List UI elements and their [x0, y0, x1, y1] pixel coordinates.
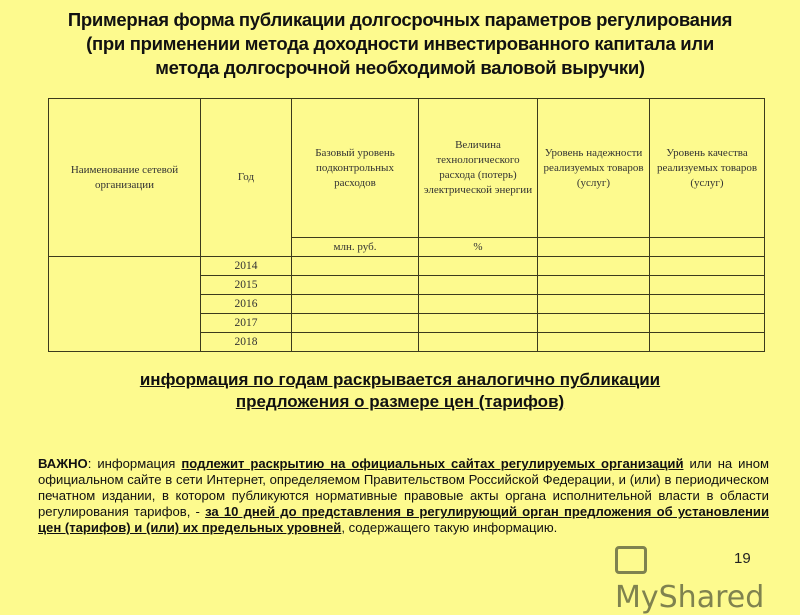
- header-tech-losses: Величина технологического расхода (потерь) электрической энергии: [419, 99, 538, 238]
- title-line-1: Примерная форма публикации долгосрочных параметров регулирования: [67, 9, 733, 30]
- page-number: 19: [734, 550, 751, 567]
- yearly-info-note: [0, 369, 800, 413]
- year-cell: 2017: [201, 314, 292, 333]
- note-line-1: информация по годам раскрывается аналогично публикации: [139, 370, 661, 389]
- table-header-row: [49, 99, 765, 238]
- watermark: MyShared: [615, 545, 800, 615]
- header-org-name: Наименование сетевой организации: [49, 99, 201, 257]
- deadline-requirement: за 10 дней до представления в регулирующий орган предложения об установлении цен (тарифов) и (или) их предельных уровней: [38, 504, 769, 536]
- myshared-logo-icon: [615, 546, 647, 574]
- year-cell: 2016: [201, 295, 292, 314]
- unit-reliability: [538, 238, 650, 257]
- year-cell: 2018: [201, 333, 292, 352]
- org-name-cell: [49, 257, 201, 352]
- important-label: ВАЖНО: [38, 456, 88, 471]
- title-line-3: метода долгосрочной необходимой валовой выручки): [155, 57, 645, 78]
- regulation-parameters-table: [48, 98, 765, 352]
- unit-quality: [650, 238, 765, 257]
- header-reliability: Уровень надежности реализуемых товаров (услуг): [538, 99, 650, 238]
- important-paragraph: ВАЖНО: информация подлежит раскрытию на официальных сайтах регулируемых организаций или на ином официальном сайте в сети Интернет, определяемом Правительством Российской Федерации, и (или) в периодическом печатном издании, в котором публикуются нормативные правовые акты органа исполнительной власти в области регулирования тарифов, - за 10 дней до представления в регулирующий орган предложения об установлении цен (тарифов) и (или) их предельных уровней, содержащего такую информацию.: [38, 456, 769, 536]
- header-year: Год: [201, 99, 292, 257]
- note-line-2: предложения о размере цен (тарифов): [235, 392, 565, 411]
- year-cell: 2015: [201, 276, 292, 295]
- title-line-2: (при применении метода доходности инвестированного капитала или: [86, 33, 714, 54]
- year-cell: 2014: [201, 257, 292, 276]
- unit-base-costs: млн. руб.: [292, 238, 419, 257]
- table-row: [49, 257, 765, 276]
- header-base-costs: Базовый уровень подконтрольных расходов: [292, 99, 419, 238]
- unit-tech-losses: %: [419, 238, 538, 257]
- disclosure-requirement: подлежит раскрытию на официальных сайтах регулируемых организаций: [181, 456, 684, 471]
- header-quality: Уровень качества реализуемых товаров (услуг): [650, 99, 765, 238]
- slide-title: [0, 8, 800, 80]
